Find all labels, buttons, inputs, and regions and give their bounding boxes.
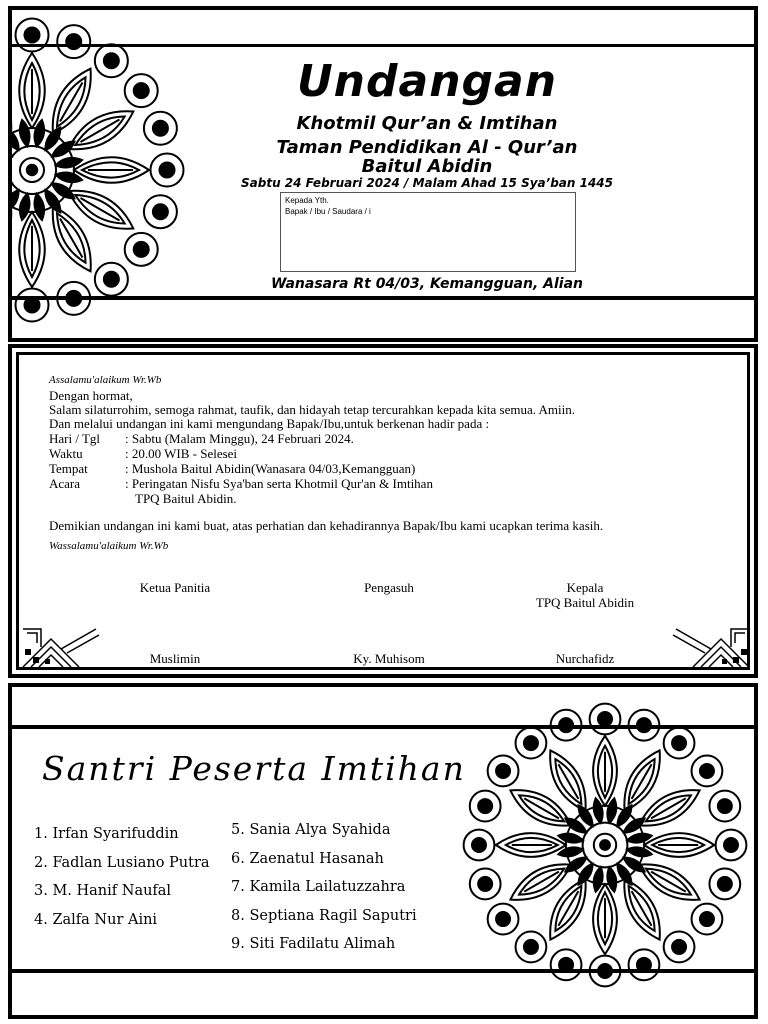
detail-value: : Mushola Baitul Abidin(Wanasara 04/03,Kemangguan) (125, 461, 416, 476)
letter-closing: Demikian undangan ini kami buat, atas perhatian dan kehadirannya Bapak/Ibu kami ucapkan terima kasih. (49, 518, 604, 533)
institution-name: Taman Pendidikan Al - Qur’an (276, 137, 578, 158)
participant-list-item: 1. Irfan Syarifuddin (34, 826, 179, 842)
event-location: Wanasara Rt 04/03, Kemangguan, Alian (270, 276, 584, 292)
invitation-title: Undangan (296, 56, 558, 107)
signatory-role-caretaker: Pengasuh (364, 580, 414, 595)
event-subtitle: Khotmil Qur’an & Imtihan (296, 113, 558, 134)
detail-value: : 20.00 WIB - Selesei (125, 446, 238, 461)
participant-list-item: 7. Kamila Lailatuzzahra (231, 879, 406, 895)
corner-ornament-left (21, 619, 101, 669)
detail-value: : Sabtu (Malam Minggu), 24 Februari 2024. (125, 431, 354, 446)
participant-list-item: 8. Septiana Ragil Saputri (231, 907, 417, 924)
letter-body-line1: Salam silaturrohim, semoga rahmat, taufik, dan hidayah tetap tercurahkan kepada kita semua. Amiin. (49, 402, 575, 417)
mandala-ornament-right (455, 695, 755, 995)
detail-row-place (49, 461, 416, 476)
recipient-label: Kepada Yth. (285, 196, 329, 205)
signatory-role-chair: Ketua Panitia (139, 580, 211, 595)
participants-card (8, 683, 758, 1019)
detail-row-date (49, 431, 354, 446)
detail-key: Hari / Tgl (49, 431, 101, 446)
corner-ornament-right (671, 619, 751, 669)
participant-list-item: 3. M. Hanif Naufal (34, 883, 172, 899)
letter-farewell: Wassalamu'alaikum Wr.Wb (49, 540, 169, 552)
participant-list-item: 5. Sania Alya Syahida (231, 822, 391, 838)
participant-list-item: 6. Zaenatul Hasanah (231, 850, 384, 867)
signatory-name-caretaker: Ky. Muhisom (353, 651, 425, 666)
detail-value: : Peringatan Nisfu Sya'ban serta Khotmil Qur'an & Imtihan (125, 476, 433, 491)
detail-key: Tempat (49, 461, 88, 476)
letter-opening: Dengan hormat, (49, 388, 133, 403)
invitation-letter-card (8, 344, 758, 678)
invitation-cover-card (8, 6, 758, 342)
participants-title: Santri Peserta Imtihan (42, 749, 466, 788)
letter-greeting: Assalamu'alaikum Wr.Wb (49, 374, 162, 386)
participant-list-item: 4. Zalfa Nur Aini (34, 911, 158, 928)
letter-frame (16, 352, 750, 670)
participants-list-column-2 (231, 816, 417, 959)
event-date-line: Sabtu 24 Februari 2024 / Malam Ahad 15 Sya’ban 1445 (241, 176, 613, 190)
signatory-name-chair: Muslimin (149, 651, 201, 666)
participant-list-item: 2. Fadlan Lusiano Putra (34, 854, 210, 871)
signatory-role-head-institution: TPQ Baitul Abidin (535, 595, 635, 610)
signatory-role-head: Kepala (566, 580, 604, 595)
recipient-salutation: Bapak / Ibu / Saudara / i (285, 207, 371, 216)
detail-event-continuation: TPQ Baitul Abidin. (135, 491, 237, 506)
institution-subname: Baitul Abidin (361, 156, 493, 177)
participants-list-column-1 (34, 820, 210, 934)
participant-list-item: 9. Siti Fadilatu Alimah (231, 936, 396, 952)
recipient-address-box (280, 192, 576, 272)
letter-body-line2: Dan melalui undangan ini kami mengundang Bapak/Ibu,untuk berkenan hadir pada : (49, 416, 490, 431)
signatory-name-head: Nurchafidz (555, 651, 615, 666)
detail-key: Waktu (49, 446, 83, 461)
detail-row-time (49, 446, 238, 461)
detail-row-event (49, 476, 433, 491)
mandala-ornament-left (12, 10, 232, 340)
detail-key: Acara (49, 476, 81, 491)
